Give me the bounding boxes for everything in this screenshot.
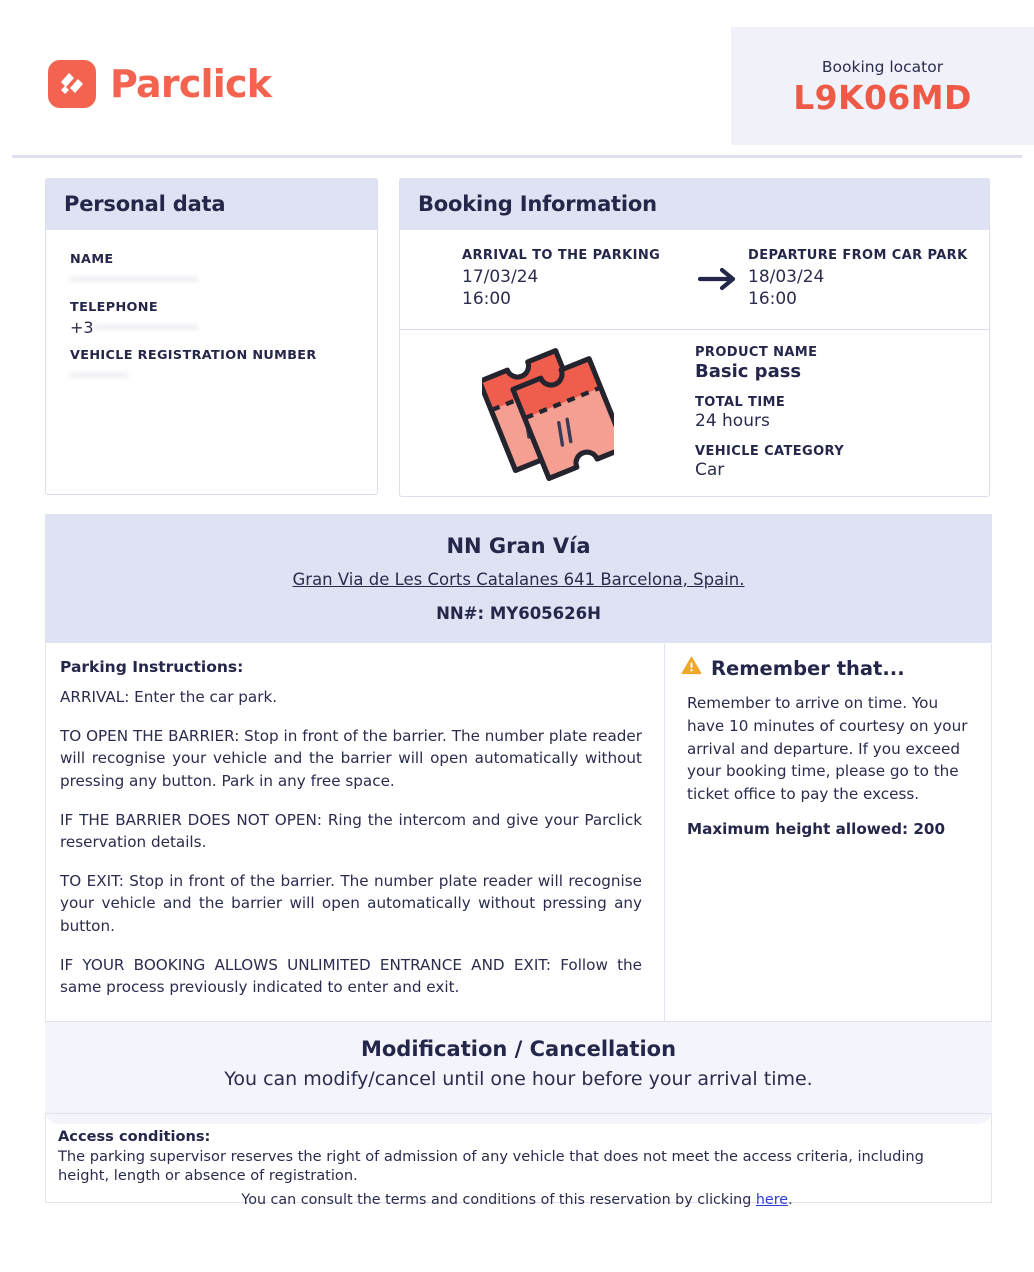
instruction-paragraph: TO OPEN THE BARRIER: Stop in front of the barrier. The number plate reader will recognise your vehicle and the barrier will open automatically without pressing any button. Park in any free space. — [60, 727, 642, 790]
remember-column — [665, 644, 991, 1021]
departure-label: DEPARTURE FROM CAR PARK — [748, 248, 968, 263]
instructions-row — [45, 644, 992, 1022]
personal-data-title: Personal data — [46, 179, 377, 230]
booking-information-title: Booking Information — [400, 179, 989, 230]
parking-instructions-column — [46, 644, 665, 1021]
booking-locator-code: L9K06MD — [793, 77, 972, 117]
arrival-block — [400, 248, 690, 310]
personal-field-telephone-label: TELEPHONE — [70, 300, 158, 315]
personal-field-plate-label: VEHICLE REGISTRATION NUMBER — [70, 348, 317, 363]
parking-name: NN Gran Vía — [446, 534, 591, 558]
instruction-paragraph: IF YOUR BOOKING ALLOWS UNLIMITED ENTRANCE AND EXIT: Follow the same process previously indicated to enter and exit. — [60, 955, 642, 996]
booking-locator-label: Booking locator — [821, 58, 944, 76]
departure-block — [748, 248, 989, 310]
header-divider — [12, 155, 1022, 158]
remember-title-row — [681, 656, 977, 680]
brand-logo[interactable] — [48, 60, 271, 108]
terms-and-conditions-link[interactable]: here — [755, 1192, 789, 1208]
total-time-label: TOTAL TIME — [695, 394, 786, 410]
arrival-date: 17/03/24 — [462, 266, 539, 287]
access-conditions-title: Access conditions: — [58, 1128, 211, 1145]
product-name-label: PRODUCT NAME — [695, 344, 818, 360]
maximum-height-note: Maximum height allowed: 200 — [687, 819, 946, 838]
booking-dates-row — [400, 230, 989, 330]
redacted-name-value — [70, 270, 198, 289]
personal-field-telephone-value — [70, 318, 377, 339]
redacted-plate-value — [70, 366, 128, 385]
warning-triangle-icon — [681, 656, 702, 680]
personal-field-plate — [70, 348, 377, 387]
page-header — [0, 0, 1034, 152]
personal-data-body — [46, 230, 377, 387]
product-details — [695, 345, 989, 480]
departure-time: 16:00 — [748, 289, 797, 310]
departure-date: 18/03/24 — [748, 266, 825, 287]
personal-field-plate-value — [70, 366, 377, 387]
remember-title: Remember that... — [711, 656, 905, 680]
access-conditions-box — [45, 1113, 992, 1203]
parking-instructions-title: Parking Instructions: — [60, 658, 244, 676]
personal-field-name — [70, 252, 377, 291]
personal-field-name-value — [70, 270, 377, 291]
arrow-right-icon — [690, 266, 748, 292]
parking-address-link[interactable]: Gran Via de Les Corts Catalanes 641 Barcelona, Spain. — [292, 570, 745, 589]
access-conditions-text: The parking supervisor reserves the right of admission of any vehicle that does not meet the access criteria, including height, length or absence of registration. — [58, 1148, 924, 1185]
telephone-prefix: +3 — [70, 318, 94, 337]
footer-text-before: You can consult the terms and conditions of this reservation by clicking — [241, 1192, 752, 1208]
personal-field-telephone — [70, 300, 377, 339]
vehicle-category-label: VEHICLE CATEGORY — [695, 443, 845, 459]
arrival-label: ARRIVAL TO THE PARKING — [462, 248, 661, 263]
page-footer — [0, 1192, 1034, 1208]
arrival-time: 16:00 — [462, 289, 511, 310]
modification-text: You can modify/cancel until one hour before your arrival time. — [224, 1068, 813, 1090]
vehicle-category-value: Car — [695, 459, 725, 480]
remember-body-text: Remember to arrive on time. You have 10 minutes of courtesy on your arrival and departure. If you exceed your booking time, please go to the ticket office to pay the excess. — [687, 694, 968, 804]
footer-text-after: . — [788, 1192, 793, 1208]
booking-locator-box — [731, 27, 1034, 145]
product-name-value: Basic pass — [695, 360, 802, 382]
parking-reference-number: NN#: MY605626H — [436, 604, 601, 623]
modification-title: Modification / Cancellation — [360, 1037, 677, 1061]
parclick-logo-icon — [48, 60, 96, 108]
summary-cards-row — [45, 178, 992, 497]
booking-information-card — [399, 178, 990, 497]
instruction-paragraph: TO EXIT: Stop in front of the barrier. The number plate reader will recognise your vehicle and the barrier will open automatically without pressing any button. — [60, 872, 642, 935]
total-time-value: 24 hours — [695, 410, 770, 431]
personal-data-card — [45, 178, 378, 495]
redacted-telephone-value — [94, 318, 198, 337]
instruction-paragraph: IF THE BARRIER DOES NOT OPEN: Ring the intercom and give your Parclick reservation details. — [60, 810, 642, 851]
tickets-icon — [400, 342, 695, 482]
personal-field-name-label: NAME — [70, 252, 114, 267]
instruction-paragraph: ARRIVAL: Enter the car park. — [60, 688, 278, 706]
brand-name: Parclick — [110, 62, 272, 106]
parking-banner — [45, 514, 992, 643]
booking-product-row — [400, 330, 989, 496]
modification-cancellation-box — [45, 1022, 992, 1124]
